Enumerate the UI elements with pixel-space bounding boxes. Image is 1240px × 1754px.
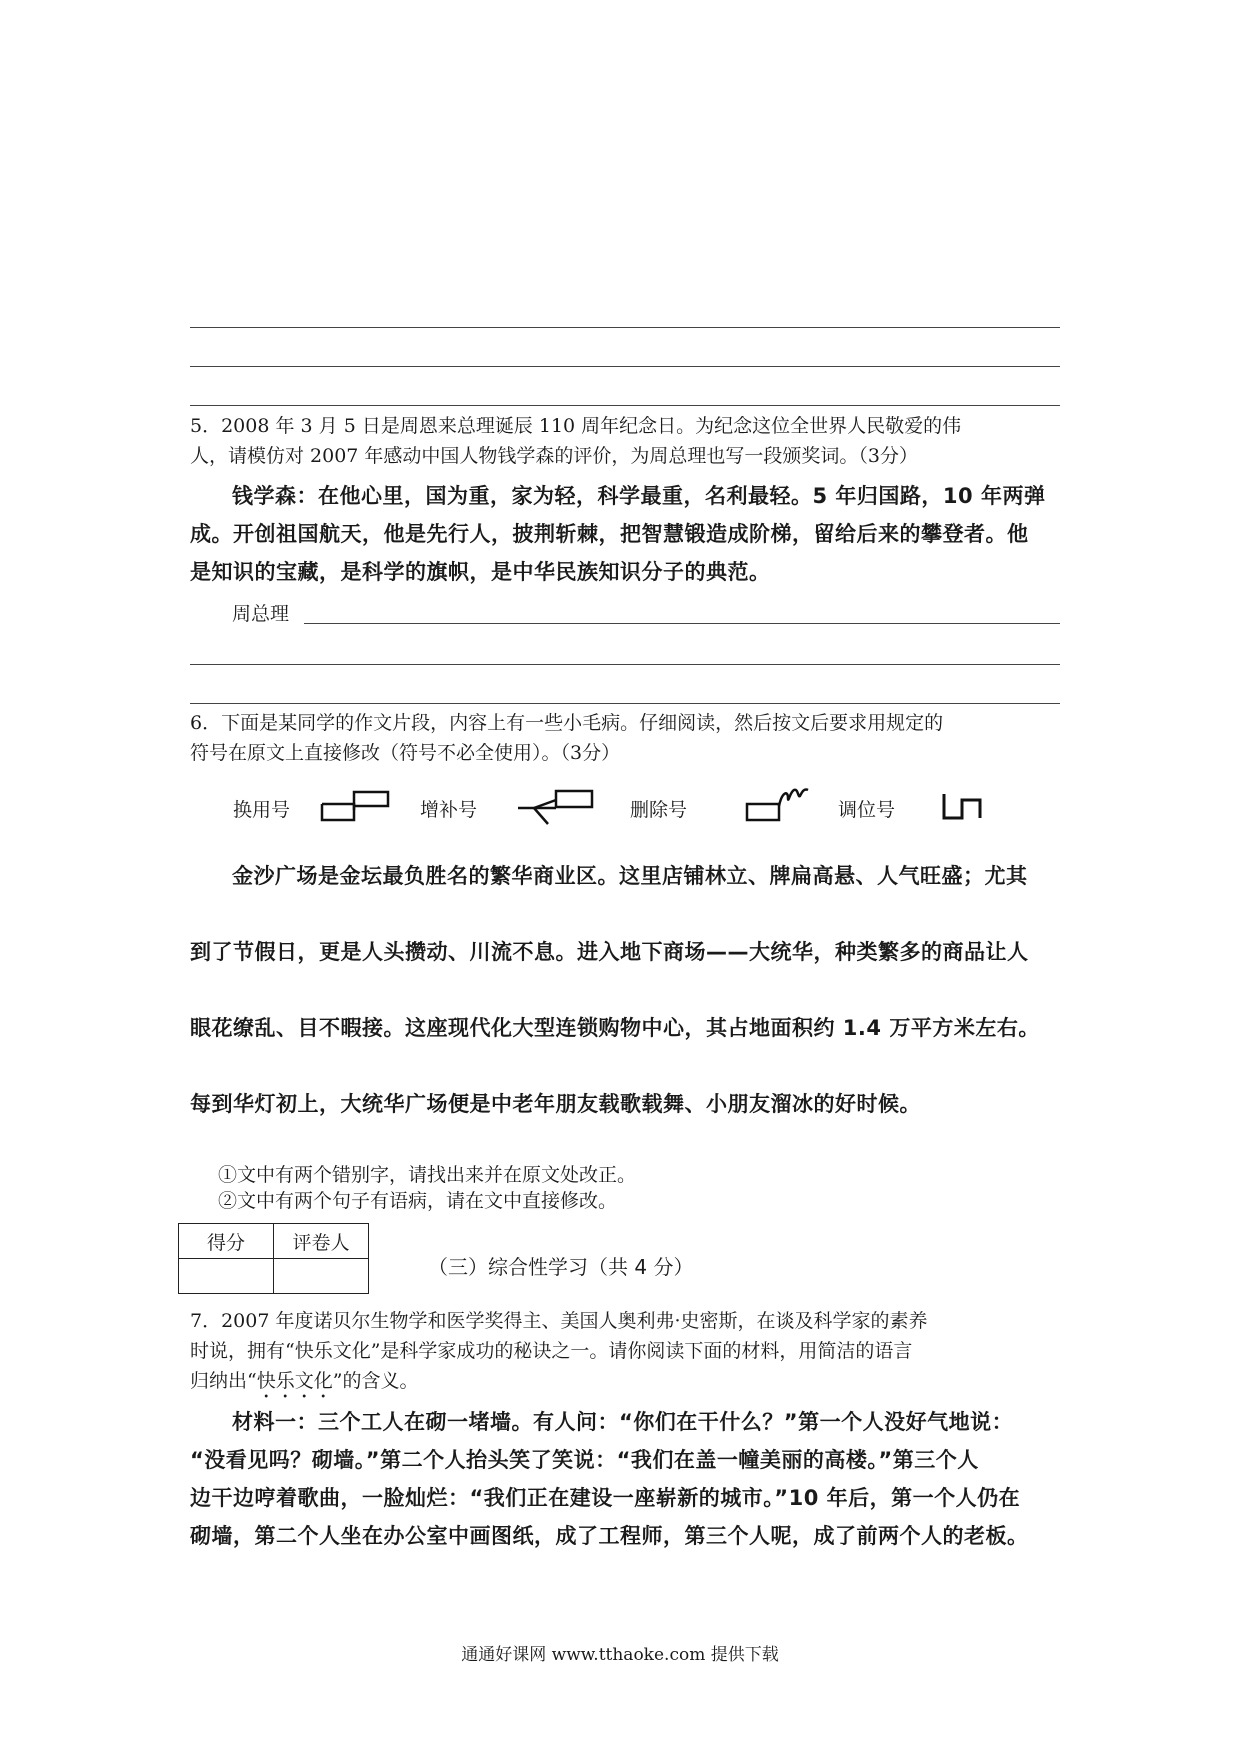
question-7-text: 的含义。 — [342, 1370, 419, 1392]
passage-line: 眼花缭乱、目不暇接。这座现代化大型连锁购物中心，其占地面积约 1.4 万平方米左右。 — [190, 1016, 1040, 1040]
answer-line[interactable] — [190, 664, 1060, 665]
answer-line[interactable] — [304, 623, 1060, 624]
delete-symbol-icon — [744, 784, 814, 824]
quote-line: 钱学森：在他心里，国为重，家为轻，科学最重，名利最轻。5 年归国路，10 年两弹 — [232, 484, 1046, 508]
quote-line: 是知识的宝藏，是科学的旗帜，是中华民族知识分子的典范。 — [190, 560, 771, 584]
answer-line[interactable] — [190, 327, 1060, 328]
question-7-line: 7．2007 年度诺贝尔生物学和医学奖得主、美国人奥利弗·史密斯，在谈及科学家的素养 — [190, 1310, 928, 1332]
grader-cell[interactable] — [274, 1259, 369, 1294]
score-header: 得分 — [179, 1224, 274, 1259]
question-5 — [190, 411, 1070, 471]
model-quote — [190, 477, 1070, 591]
symbol-label: 增补号 — [420, 799, 478, 821]
question-7-line — [190, 1366, 1070, 1403]
symbol-label: 换用号 — [233, 799, 291, 821]
passage-line: 到了节假日，更是人头攒动、川流不息。进入地下商场——大统华，种类繁多的商品让人 — [190, 940, 1029, 964]
material-line: 砌墙，第二个人坐在办公室中画图纸，成了工程师，第三个人呢，成了前两个人的老板。 — [190, 1524, 1029, 1548]
material-line: “没看见吗？砌墙。”第二个人抬头笑了笑说：“我们在盖一幢美丽的高楼。”第三个人 — [190, 1448, 979, 1472]
replace-symbol-icon — [320, 788, 392, 824]
task-2: ②文中有两个句子有语病，请在文中直接修改。 — [218, 1190, 618, 1212]
question-6-line: 符号在原文上直接修改（符号不必全使用）。（3分） — [190, 742, 621, 764]
quote-line: 成。开创祖国航天，他是先行人，披荆斩棘，把智慧锻造成阶梯，留给后来的攀登者。他 — [190, 522, 1029, 546]
page-footer: 通通好课网 www.tthaoke.com 提供下载 — [461, 1645, 779, 1665]
task-1: ①文中有两个错别字，请找出来并在原文处改正。 — [218, 1164, 637, 1186]
score-table — [178, 1223, 369, 1294]
passage-line: 金沙广场是金坛最负胜名的繁华商业区。这里店铺林立、牌扁高悬、人气旺盛；尤其 — [232, 864, 1028, 888]
score-cell[interactable] — [179, 1259, 274, 1294]
answer-prefix: 周总理 — [232, 603, 290, 625]
question-7 — [190, 1306, 1070, 1403]
question-5-line: 5．2008 年 3 月 5 日是周恩来总理诞辰 110 周年纪念日。为纪念这位全世界人民敬爱的伟 — [190, 415, 962, 437]
symbol-label: 调位号 — [838, 799, 896, 821]
passage-line: 每到华灯初上，大统华广场便是中老年朋友载歌载舞、小朋友溜冰的好时候。 — [190, 1092, 921, 1116]
grader-header: 评卷人 — [274, 1224, 369, 1259]
question-7-line: 时说，拥有“快乐文化”是科学家成功的秘诀之一。请你阅读下面的材料，用简洁的语言 — [190, 1340, 913, 1362]
material-line: 边干边哼着歌曲，一脸灿烂：“我们正在建设一座崭新的城市。”10 年后，第一个人仍在 — [190, 1486, 1021, 1510]
answer-line[interactable] — [190, 366, 1060, 367]
answer-line[interactable] — [190, 405, 1060, 406]
insert-symbol-icon — [516, 788, 596, 828]
transpose-symbol-icon — [940, 790, 1000, 826]
section-title: （三）综合性学习（共 4 分） — [428, 1255, 694, 1279]
answer-line[interactable] — [190, 703, 1060, 704]
question-6 — [190, 708, 1070, 768]
emphasized-term: “快乐文化” — [247, 1370, 343, 1392]
question-7-text: 归纳出 — [190, 1370, 248, 1392]
material-one — [190, 1403, 1070, 1555]
question-5-line: 人，请模仿对 2007 年感动中国人物钱学森的评价，为周总理也写一段颁奖词。（3分） — [190, 445, 919, 467]
symbol-label: 删除号 — [630, 799, 688, 821]
material-line: 材料一：三个工人在砌一堵墙。有人问：“你们在干什么？”第一个人没好气地说： — [232, 1410, 1014, 1434]
question-6-line: 6．下面是某同学的作文片段，内容上有一些小毛病。仔细阅读，然后按文后要求用规定的 — [190, 712, 944, 734]
